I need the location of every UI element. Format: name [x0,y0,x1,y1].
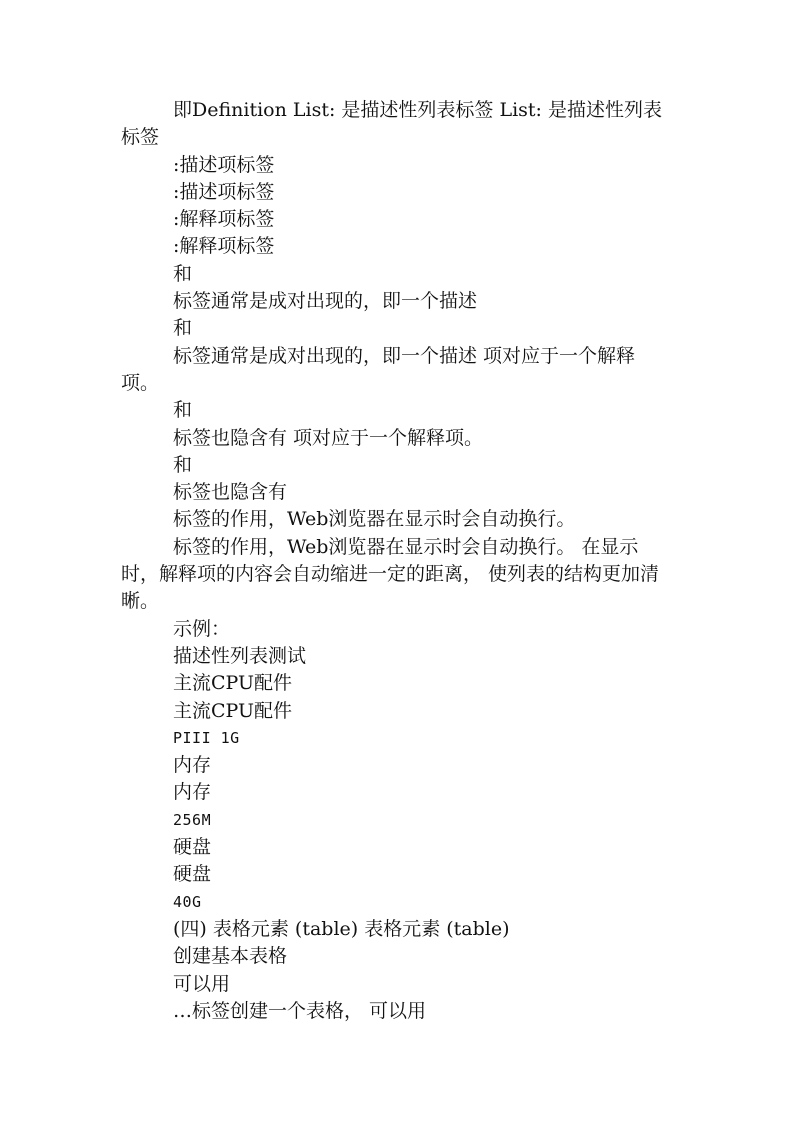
text-line: 标签通常是成对出现的，即一个描述 [173,290,478,313]
text-line: 可以用 [173,972,231,995]
text-line: 和 [173,453,193,476]
text-line: :解释项标签 [173,208,275,231]
text-line: …标签创建一个表格， 可以用 [173,999,427,1022]
text-line: PIII 1G [173,728,240,747]
paragraph: 标签通常是成对出现的，即一个描述 项对应于一个解释项。 [121,344,636,394]
text-line: :解释项标签 [173,235,275,258]
text-line: 内存 [173,781,212,804]
text-line: 内存 [173,754,212,777]
text-line: 描述性列表测试 [173,644,307,667]
text-line: 示例： [173,617,231,640]
document-body [121,97,671,1025]
text-line: 256M [173,810,212,829]
text-line: 标签也隐含有 [173,481,288,504]
text-line: 标签的作用，Web浏览器在显示时会自动换行。 [173,508,576,531]
text-line: 40G [173,892,202,911]
text-line: :描述项标签 [173,180,275,203]
text-line: 主流CPU配件 [173,672,293,695]
text-line: 硬盘 [173,863,212,886]
text-line: 标签也隐含有 项对应于一个解释项。 [173,426,484,449]
section-heading: (四) 表格元素 (table) 表格元素 (table) [173,917,510,940]
text-line: 硬盘 [173,836,212,859]
text-line: 和 [173,262,193,285]
text-line: 和 [173,399,193,422]
text-line: 主流CPU配件 [173,699,293,722]
text-line: 和 [173,317,193,340]
text-line: :描述项标签 [173,153,275,176]
paragraph: 标签的作用，Web浏览器在显示时会自动换行。 在显示时，解释项的内容会自动缩进一定的距离， 使列表的结构更加清晰。 [121,535,660,613]
paragraph-definition-list: 即Definition List: 是描述性列表标签 List: 是描述性列表标签 [121,99,662,149]
text-line: 创建基本表格 [173,945,288,968]
